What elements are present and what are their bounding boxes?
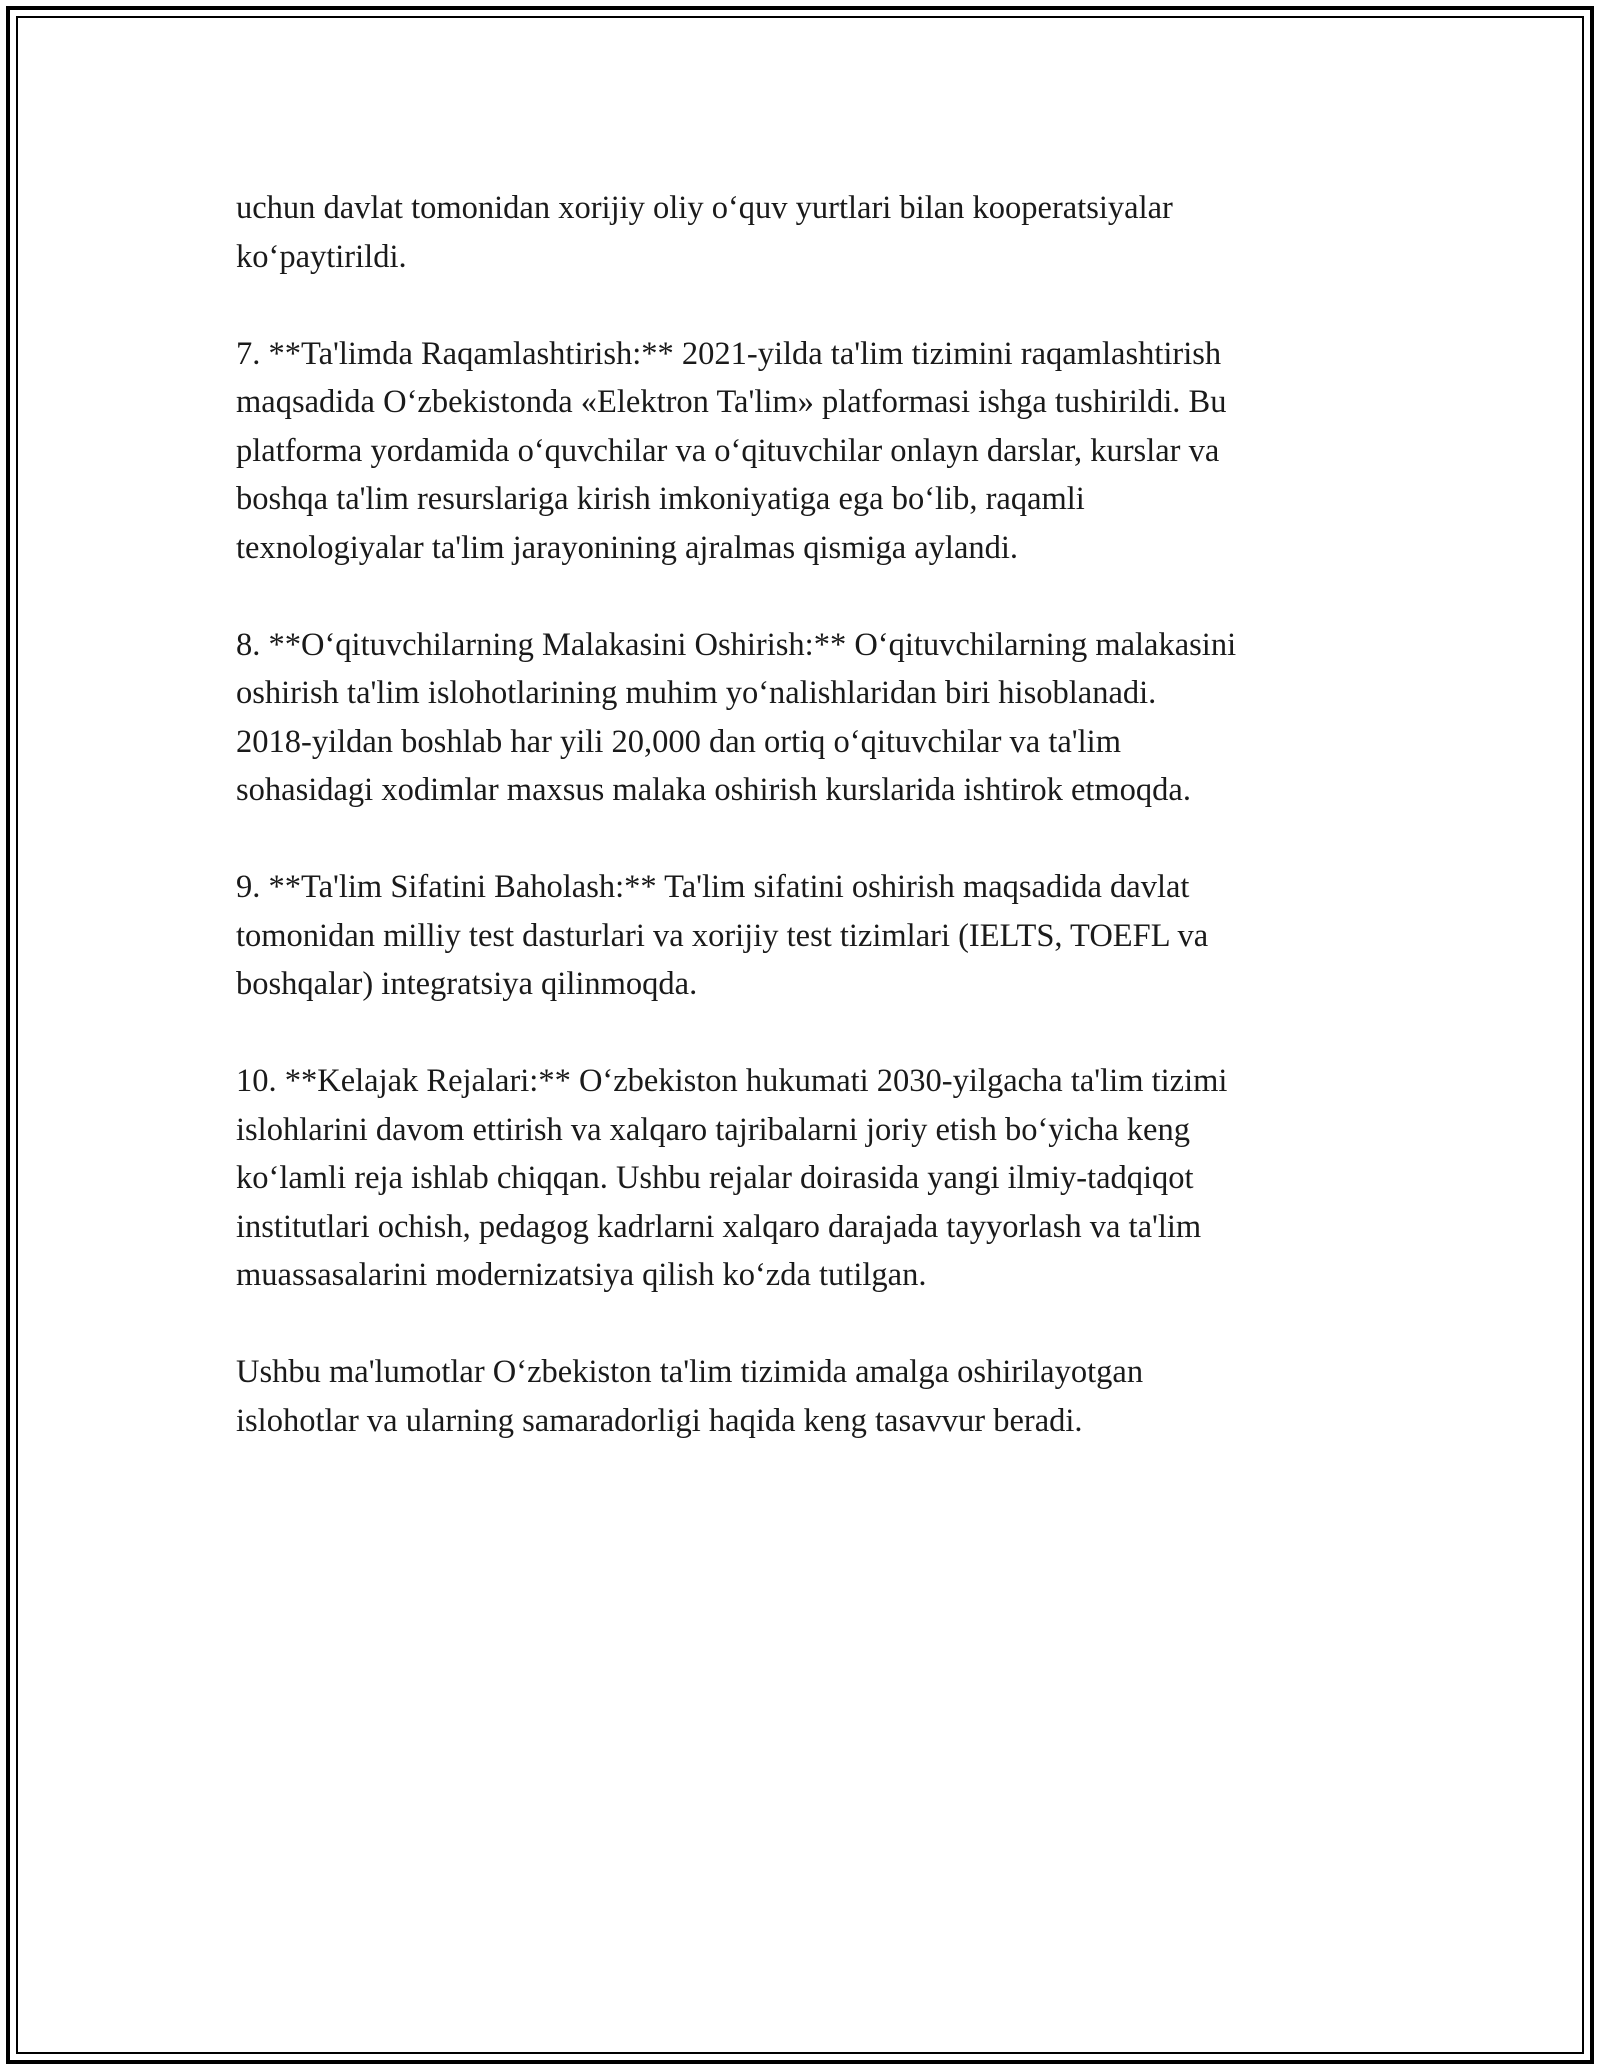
paragraph-item-9: 9. **Ta'lim Sifatini Baholash:** Ta'lim sifatini oshirish maqsadida davlat tomonidan milliy test dasturlari va xorijiy test tizimlari (IELTS, TOEFL va boshqalar) integratsiya qilinmoqda. (236, 869, 1209, 1002)
paragraph-item-7: 7. **Ta'limda Raqamlashtirish:** 2021-yilda ta'lim tizimini raqamlashtirish maqsadida O‘zbekistonda «Elektron Ta'lim» platformasi ishga tushirildi. Bu platforma yordamida o‘quvchilar va o‘qituvchilar onlayn darslar, kurslar va boshqa ta'lim resurslariga kirish imkoniyatiga ega bo‘lib, raqamli texnologiyalar ta'lim jarayonining ajralmas qismiga aylandi. (236, 335, 1227, 566)
paragraph-item-10: 10. **Kelajak Rejalari:** O‘zbekiston hukumati 2030-yilgacha ta'lim tizimi islohlarini davom ettirish va xalqaro tajribalarni joriy etish bo‘yicha keng ko‘lamli reja ishlab chiqqan. Ushbu rejalar doirasida yangi ilmiy-tadqiqot institutlari ochish, pedagog kadrlarni xalqaro darajada tayyorlash va ta'lim muassasalarini modernizatsiya qilish ko‘zda tutilgan. (236, 1063, 1228, 1293)
document-body (236, 184, 1386, 1494)
paragraph-conclusion: Ushbu ma'lumotlar O‘zbekiston ta'lim tizimida amalga oshirilayotgan islohotlar va ularning samaradorligi haqida keng tasavvur beradi. (236, 1354, 1144, 1439)
paragraph-item-8: 8. **O‘qituvchilarning Malakasini Oshirish:** O‘qituvchilarning malakasini oshirish ta'lim islohotlarining muhim yo‘nalishlaridan biri hisoblanadi. 2018-yildan boshlab har yili 20,000 dan ortiq o‘qituvchilar va ta'lim sohasidagi xodimlar maxsus malaka oshirish kurslarida ishtirok etmoqda. (236, 626, 1237, 808)
paragraph-continuation: uchun davlat tomonidan xorijiy oliy o‘quv yurtlari bilan kooperatsiyalar ko‘paytirildi. (236, 190, 1173, 275)
